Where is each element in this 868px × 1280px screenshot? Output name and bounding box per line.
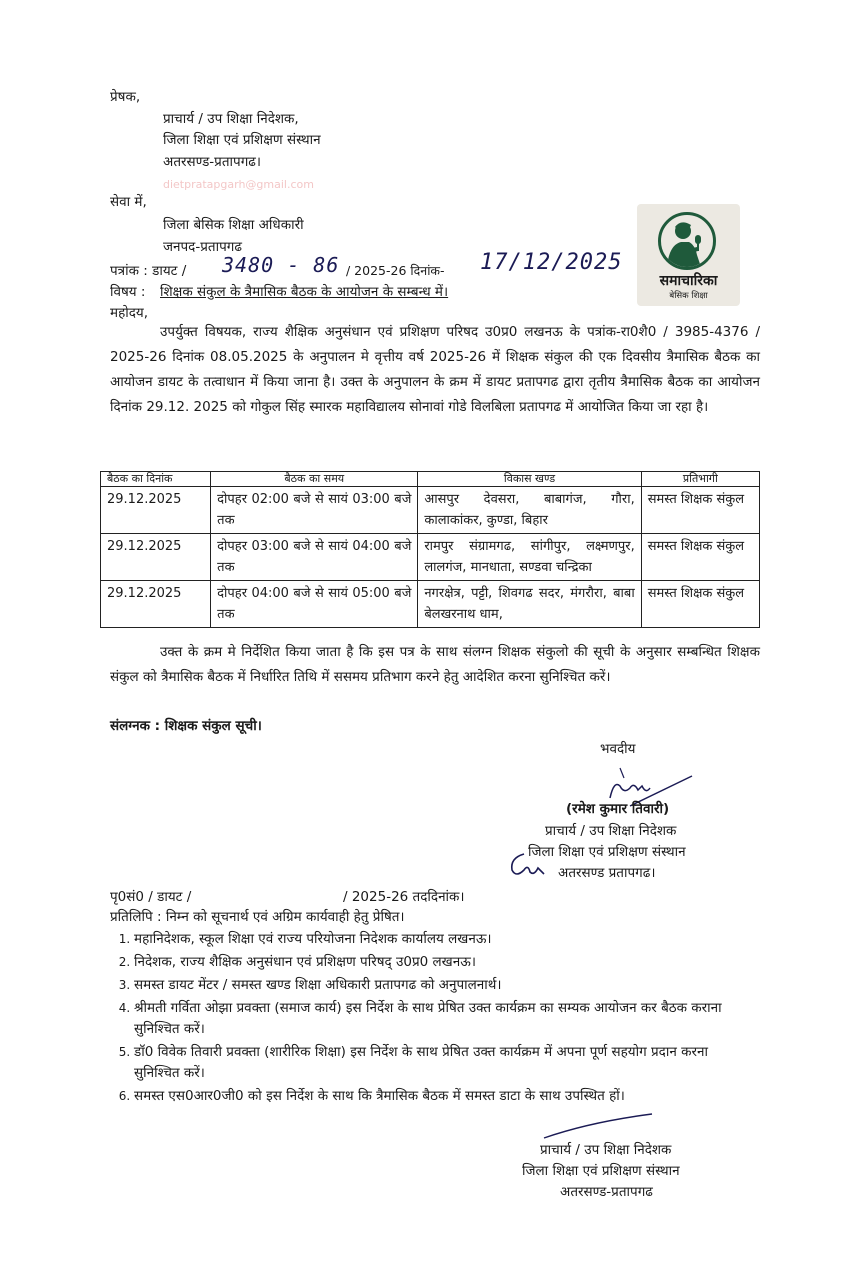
body-paragraph-1-text: उपर्युक्त विषयक, राज्य शैक्षिक अनुसंधान एवं प्रशिक्षण परिषद उ0प्र0 लखनऊ के पत्रांक-रा0शै0 / 3985-4376 / 2025-26 दिनांक 08.05.2025 के अनुपालन मे वृत्तीय वर्ष 2025-26 में शिक्षक संकुल की एक दिवसीय त्रैमासिक बैठक का आयोजन डायट के तत्वाधान में किया जाना है। उक्त के अनुपालन के क्रम में डायट प्रतापगढ द्वारा तृतीय त्रैमासिक बैठक का आयोजन दिनांक 29.12. 2025 को गोकुल सिंह स्मारक महाविद्यालय सोनावां गोडे विलबिला प्रतापगढ में आयोजित किया जा रहा है। <box>110 324 760 415</box>
body-paragraph-2 <box>110 640 760 690</box>
subject-label: विषय : <box>110 284 146 300</box>
cell-blocks: आसपुर देवसरा, बाबागंज, गौरा, कालाकांकर, कुण्डा, बिहार <box>418 487 641 534</box>
footer-office: जिला शिक्षा एवं प्रशिक्षण संस्थान <box>522 1163 680 1179</box>
cell-blocks: रामपुर संग्रामगढ, सांगीपुर, लक्ष्मणपुर, लालगंज, मानधाता, सण्डवा चन्द्रिका <box>418 534 641 581</box>
copy-recipient: 2. निदेशक, राज्य शैक्षिक अनुसंधान एवं प्रशिक्षण परिषद् उ0प्र0 लखनऊ। <box>134 952 754 973</box>
reference-prefix: पत्रांक : डायट / <box>110 263 187 279</box>
body-paragraph-2-text: उक्त के क्रम मे निर्देशित किया जाता है कि इस पत्र के साथ संलग्न शिक्षक संकुलो की सूची के अनुसार सम्बन्धित शिक्षक संकुल को त्रैमासिक बैठक में निर्धारित तिथि में ससमय प्रतिभाग करने हेतु आदेशित करना सुनिश्चित करें। <box>110 644 760 685</box>
header-development-block: विकास खण्ड <box>418 472 641 487</box>
recipient-label: सेवा में, <box>110 194 147 210</box>
initials-scribble-icon <box>504 848 554 882</box>
copy-recipient: 4. श्रीमती गर्विता ओझा प्रवक्ता (समाज कार्य) इस निर्देश के साथ प्रेषित उक्त कार्यक्रम का सम्यक आयोजन कर बैठक कराना सुनिश्चित करें। <box>134 998 754 1040</box>
logo-title: समाचारिका <box>659 273 718 289</box>
copy-recipient: 1. महानिदेशक, स्कूल शिक्षा एवं राज्य परियोजना निदेशक कार्यालय लखनऊ। <box>134 929 754 950</box>
copy-recipient: 3. समस्त डायट मेंटर / समस्त खण्ड शिक्षा अधिकारी प्रतापगढ को अनुपालनार्थ। <box>134 975 754 996</box>
table-row <box>101 581 760 628</box>
sender-line: अतरसण्ड-प्रतापगढ। <box>163 154 262 170</box>
signatory-office: जिला शिक्षा एवं प्रशिक्षण संस्थान <box>528 844 686 860</box>
footer-designation: प्राचार्य / उप शिक्षा निदेशक <box>540 1142 672 1158</box>
cell-time: दोपहर 02:00 बजे से सायं 03:00 बजे तक <box>211 487 418 534</box>
subject-text: शिक्षक संकुल के त्रैमासिक बैठक के आयोजन के सम्बन्ध में। <box>160 284 449 300</box>
attachment-note: संलग्नक : शिक्षक संकुल सूची। <box>110 718 262 734</box>
handwritten-date: 17/12/2025 <box>480 250 623 275</box>
cell-date: 29.12.2025 <box>101 534 211 581</box>
cell-participants: समस्त शिक्षक संकुल <box>641 581 759 628</box>
body-paragraph-1 <box>110 320 760 420</box>
cell-date: 29.12.2025 <box>101 487 211 534</box>
footer-signature-stroke-icon <box>540 1110 660 1140</box>
endorsement-ref-tail: / 2025-26 तददिनांक। <box>343 889 465 905</box>
cell-participants: समस्त शिक्षक संकुल <box>641 487 759 534</box>
samacharika-logo <box>637 204 740 306</box>
closing: भवदीय <box>600 741 636 757</box>
header-meeting-date: बैठक का दिनांक <box>101 472 211 487</box>
cell-time: दोपहर 03:00 बजे से सायं 04:00 बजे तक <box>211 534 418 581</box>
meeting-schedule-table <box>100 471 760 628</box>
copy-recipients-list <box>112 929 754 1109</box>
header-meeting-time: बैठक का समय <box>211 472 418 487</box>
recipient-line: जनपद-प्रतापगढ <box>163 239 242 255</box>
sender-line: जिला शिक्षा एवं प्रशिक्षण संस्थान <box>163 132 321 148</box>
copy-recipient: 6. समस्त एस0आर0जी0 को इस निर्देश के साथ कि त्रैमासिक बैठक में समस्त डाटा के साथ उपस्थित हों। <box>134 1086 754 1107</box>
endorsement-ref: पृ0सं0 / डायट / <box>110 889 192 905</box>
signatory-designation: प्राचार्य / उप शिक्षा निदेशक <box>545 823 677 839</box>
speaker-with-microphone-icon <box>658 212 716 270</box>
table-row <box>101 487 760 534</box>
cell-time: दोपहर 04:00 बजे से सायं 05:00 बजे तक <box>211 581 418 628</box>
sender-email-faint: dietpratapgarh@gmail.com <box>163 178 314 191</box>
copy-label: प्रतिलिपि : निम्न को सूचनार्थ एवं अग्रिम कार्यवाही हेतु प्रेषित। <box>110 909 405 925</box>
sender-line: प्राचार्य / उप शिक्षा निदेशक, <box>163 111 299 127</box>
sender-label: प्रेषक, <box>110 89 141 105</box>
handwritten-letter-number: 3480 - 86 <box>222 253 340 277</box>
reference-year: / 2025-26 दिनांक- <box>346 263 445 278</box>
cell-participants: समस्त शिक्षक संकुल <box>641 534 759 581</box>
header-participants: प्रतिभागी <box>641 472 759 487</box>
footer-location: अतरसण्ड-प्रतापगढ <box>560 1184 653 1200</box>
signatory-location: अतरसण्ड प्रतापगढ। <box>558 865 656 881</box>
recipient-line: जिला बेसिक शिक्षा अधिकारी <box>163 217 304 233</box>
table-header-row <box>101 472 760 487</box>
salutation: महोदय, <box>110 305 149 321</box>
cell-date: 29.12.2025 <box>101 581 211 628</box>
signatory-name: (रमेश कुमार तिवारी) <box>566 801 670 817</box>
copy-recipient: 5. डॉ0 विवेक तिवारी प्रवक्ता (शारीरिक शिक्षा) इस निर्देश के साथ प्रेषित उक्त कार्यक्रम में अपना पूर्ण सहयोग प्रदान करना सुनिश्चित करें। <box>134 1042 754 1084</box>
cell-blocks: नगरक्षेत्र, पट्टी, शिवगढ सदर, मंगरौरा, बाबा बेलखरनाथ धाम, <box>418 581 641 628</box>
logo-subtitle: बेसिक शिक्षा <box>669 291 708 301</box>
table-row <box>101 534 760 581</box>
